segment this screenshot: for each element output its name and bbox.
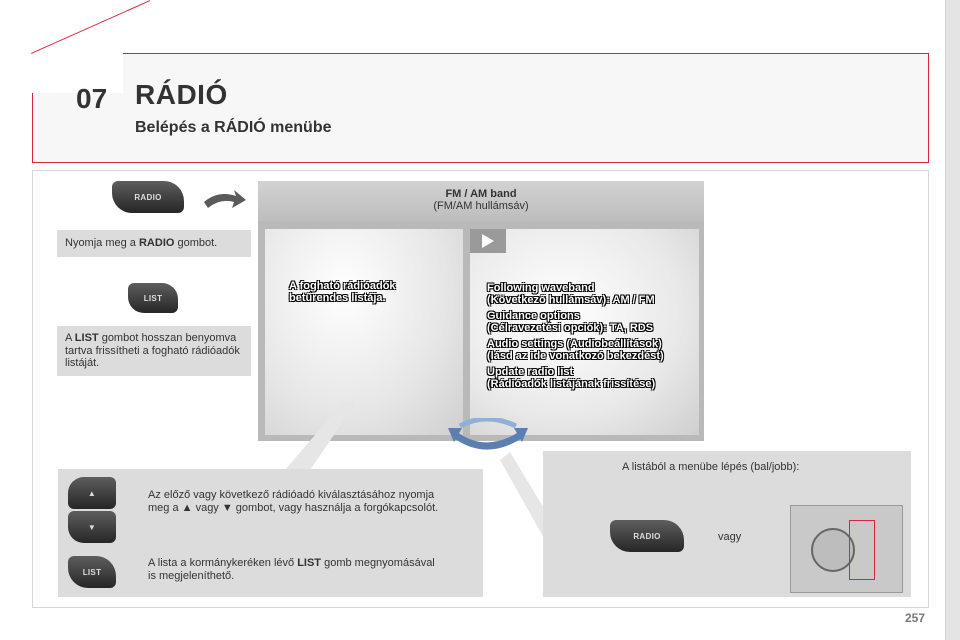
menu-item-label: Update radio list — [487, 366, 574, 378]
page-number: 257 — [905, 611, 926, 625]
menu-item-label: Following waveband — [487, 282, 595, 294]
page-subtitle: Belépés a RÁDIÓ menübe — [135, 119, 332, 136]
steering-text-suffix: gomb megnyomásával is megjeleníthető. — [148, 557, 435, 582]
radio-note-prefix: Nyomja meg a — [65, 237, 139, 249]
steering-text-prefix: A lista a kormánykeréken lévő — [148, 557, 298, 569]
menu-item-detail: (Célravezetési opciók): TA, RDS — [487, 322, 654, 334]
highlight-frame — [849, 520, 875, 580]
screen-header-title: FM / AM band — [445, 188, 517, 200]
up-arrow-button[interactable] — [68, 477, 116, 509]
radio-note-suffix: gombot. — [174, 237, 218, 249]
or-text: vagy — [718, 531, 742, 543]
radio-note-bold: RADIO — [138, 237, 175, 249]
down-arrow-icon: ▼ — [87, 522, 97, 532]
list-button-label: LIST — [143, 293, 163, 303]
switch-arrows-icon — [446, 418, 530, 458]
control-panel-illustration — [790, 505, 903, 593]
steering-text-bold: LIST — [297, 557, 322, 569]
radio-button-alt-label: RADIO — [633, 531, 661, 541]
wheel-list-button[interactable] — [68, 556, 116, 588]
radio-button-label: RADIO — [134, 192, 162, 202]
menu-item-detail: (Következő hullámsáv): AM / FM — [487, 294, 655, 306]
down-arrow-button[interactable] — [68, 511, 116, 543]
menu-item-label: Guidance options — [487, 310, 580, 322]
page-title: RÁDIÓ — [135, 79, 228, 110]
radio-button-alt[interactable] — [610, 520, 684, 552]
screen-header-subtitle: (FM/AM hullámsáv) — [433, 200, 529, 212]
list-note-bold: LIST — [74, 332, 99, 344]
menu-access-text: A listából a menübe lépés (bal/jobb): — [622, 461, 800, 473]
list-note-prefix: A — [65, 332, 75, 344]
steering-list-text — [148, 557, 438, 582]
menu-item-detail: (Rádióadók listájának frissítése) — [487, 378, 656, 390]
station-list-caption: A fogható rádióadók betűrendes listája. — [289, 280, 396, 304]
list-note-suffix: gombot hosszan benyomva tartva frissítheti a fogható rádióadók listáját. — [65, 332, 240, 369]
chapter-number: 07 — [76, 83, 108, 114]
menu-item-label: Audio settings (Audiobeállítások) — [487, 338, 662, 350]
navigate-stations-text: Az előző vagy következő rádióadó kiválasztásához nyomja meg a ▲ vagy ▼ gombot, vagy használja a forgókapcsolót. — [148, 489, 439, 514]
wheel-list-button-label: LIST — [82, 567, 102, 577]
menu-item-detail: (lásd az ide vonatkozó bekezdést) — [487, 350, 664, 362]
up-arrow-icon: ▲ — [87, 488, 97, 498]
